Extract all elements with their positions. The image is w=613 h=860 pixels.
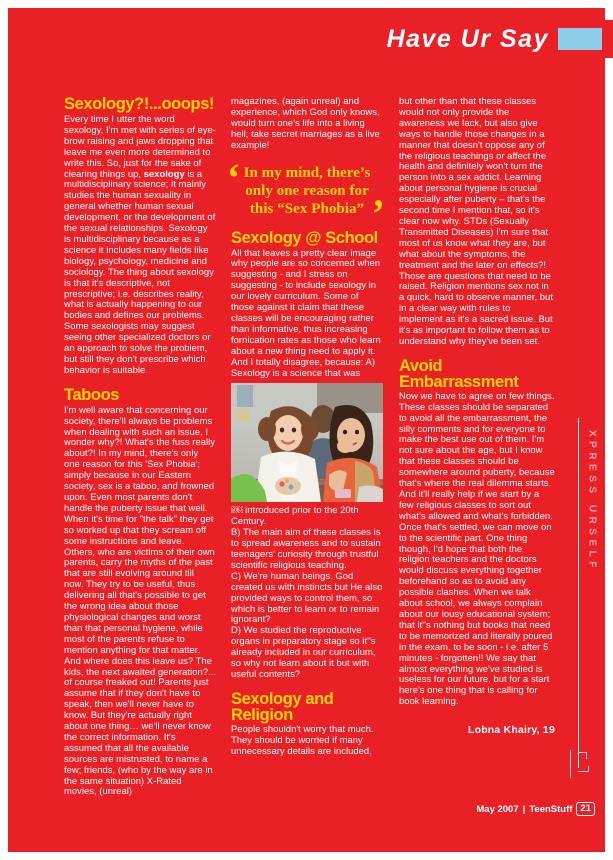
page-border-right-mid [605, 58, 613, 798]
paragraph-avoid-embarrassment: Now we have to agree on few things. These classes should be separated to avoid all the embarrassment, the silly comments and for everyone to make the best use out of them. I'm not sure about the age, but I know that these classes should be somewhere around puberty, because that's where the real dilemma starts. And it'll really help if we start by a few religious classes to sort out what's allowed and what's forbidden. Once that's settled, we can move on to the scientific part. One thing though, I'd hope that both the religion teachers and the doctors would discuss everything together beforehand so as to avoid any possible clashes. When we talk about school, we always complain about our lousy educational system; that it''s nothing but books that need to be memorized and literally poured in the exam, to be soon - i.e. after 5 minutes - forgotten!! We say that almost everything we've studied is useless for our future, but for a start here's one thing that is calling for book learning. [399, 389, 555, 707]
heading-sexology-at-school: Sexology @ School [231, 228, 378, 247]
side-rule [578, 418, 579, 768]
paragraph-point-b: B) The main aim of these classes is to spread awareness and to sustain teenagers' curiosity through trustful scientific religious teaching. [231, 526, 381, 570]
photo-classroom [231, 383, 383, 502]
footer-issue-date: May 2007 [476, 803, 519, 815]
paragraph-magazines: magazines, (again unreal) and experience, which God only knows, would turn one's life into a living hell; take secret marriages as a live example! [231, 95, 380, 150]
pull-quote [227, 154, 385, 236]
masthead [330, 22, 602, 56]
author-byline [399, 725, 555, 736]
footer-publication-name: TeenStuff [529, 803, 573, 815]
page-border-right-bottom [605, 798, 613, 860]
article-column-1 [64, 96, 216, 797]
heading-avoid-embarrassment: Avoid Embarrassment [399, 356, 519, 391]
page-footer [476, 802, 595, 816]
heading-sexology-ooops: Sexology?!...ooops! [64, 95, 215, 113]
paragraph-classes-benefits: but other than that these classes would not only provide the awareness we lack, but also give ways to handle those changes in a manner that doesn't oppose any of the religious teachings or affect the health and definitely won't turn the person into a sex addict. Learning about personal hygiene is crucial especially after puberty – that's the second time I mention that, so it's clear now why. STDs (Sexually Transmitted Diseases) I'm sure that most of us know what they are, but what about the symptoms, the treatment and the later on effects?! Those are questions that need to be raised. Religion mentions sex not in a quick, hard to observe manner, but in a clear way with rules to implement as it's a sacred issue. But it's as important to follow them as to understand why they've been set. [399, 95, 553, 346]
text-run-a: Every time I utter the word sexology, I'm met with series of eye-brow raising and jaws dropping that leave me even more determined to write this. So, just for the sake of clearing things up, [64, 113, 216, 179]
text-run-b: is a multidisciplinary science; it mainly studies the human sexuality in general whether human sexual development, or the development of the sexual relationships. Sexology is multidisciplinary because as a science it includes many fields like biology, psychology, medicine and sociology. The thing about sexology is that it's descriptive, not prescriptive; i.e. describes reality, what is actually happening to our bodies and defines our problems. Some sexologists may suggest seeing other specialized doctors or an approach to solve the problem, but still they don't prescribe which behavior is suitable. [64, 167, 216, 375]
quote-close-icon: ’ [371, 190, 385, 236]
side-tab-label: XPRESS URSELF [586, 430, 598, 572]
heading-sexology-and-religion: Sexology and Religion [231, 689, 334, 724]
crop-marks-icon [578, 752, 600, 778]
quote-open-icon: ‘ [227, 154, 241, 200]
masthead-color-swatch [558, 28, 602, 50]
paragraph-religion: People shouldn't worry that much. They should be worried if many unnecessary details are included, [231, 722, 374, 756]
author-name: Lobna Khairy, 19 [467, 724, 555, 737]
heading-taboos: Taboos [64, 385, 120, 404]
footer-separator: | [522, 803, 526, 815]
pull-quote-text: In my mind, there’s only one reason for this “Sex Phobia” [243, 164, 371, 217]
page-border-right-top [605, 0, 613, 20]
paragraph-taboos: I'm well aware that concerning our society, there'll always be problems when dealing with such an issue, I wonder why?! What's the fuss really about?! In my mind, there's only one reason for this 'Sex Phobia'; simply because in our Eastern society, sex is a taboo, and frowned upon. Even most parents don't handle the puberty issue that well. When it's time for "the talk" they get so worked up that they scream off some instructions and leave. Others, who are victims of their own parents, carry the myths of the past that are still evolving around till now. They try to be useful, thus delivering all that's possible to get the wrong idea about those physiological changes and worst than that personal hygiene, while most of the parents refuse to mention anything for that matter. And where does this leave us? The kids, the next awaited generation?... of course freaked out! Parents just assume that if they don't have to speak, then we'll never have to know. But they're actually right about one thing… we'll never know the correct information. It's assumed that all the available sources are mistrusted, to name a few; friends, (who by the way are in the same situation) X-Rated movies, (unreal) [64, 403, 216, 797]
page-number-badge: 21 [576, 802, 595, 816]
paragraph-sexology-intro [64, 114, 216, 376]
paragraph-point-c: C) We're human beings. God created us with instincts but He also provided ways to control them, so which is better to learn or to remain ignorant? [231, 569, 383, 625]
paragraph-point-d: D) We studied the reproductive organs in preparatory stage so it''s already included in our curriculum, so why not learn about it but with useful contents? [231, 624, 376, 679]
article-column-3 [399, 96, 555, 736]
paragraph-school-argument: All that leaves a pretty clear image why people are so concerned when suggesting - and I stress on suggesting - to include sexology in our lovely curriculum. Some of those against it claim that these classes will be encouraging rather than informative, thus increasing fornication rates as those who learn about a new thing need to apply it. And I totally disagree, because: A) Sexology is a science that was [231, 246, 381, 378]
section-side-tab [584, 430, 600, 760]
photo-illustration [231, 383, 383, 502]
bold-term-sexology: sexology [143, 167, 185, 179]
paragraph-point-a-cont: i￼ introduced prior to the 20th Century. [231, 504, 359, 527]
page-title: Have Ur Say [386, 24, 549, 53]
article-column-2 [227, 95, 385, 757]
